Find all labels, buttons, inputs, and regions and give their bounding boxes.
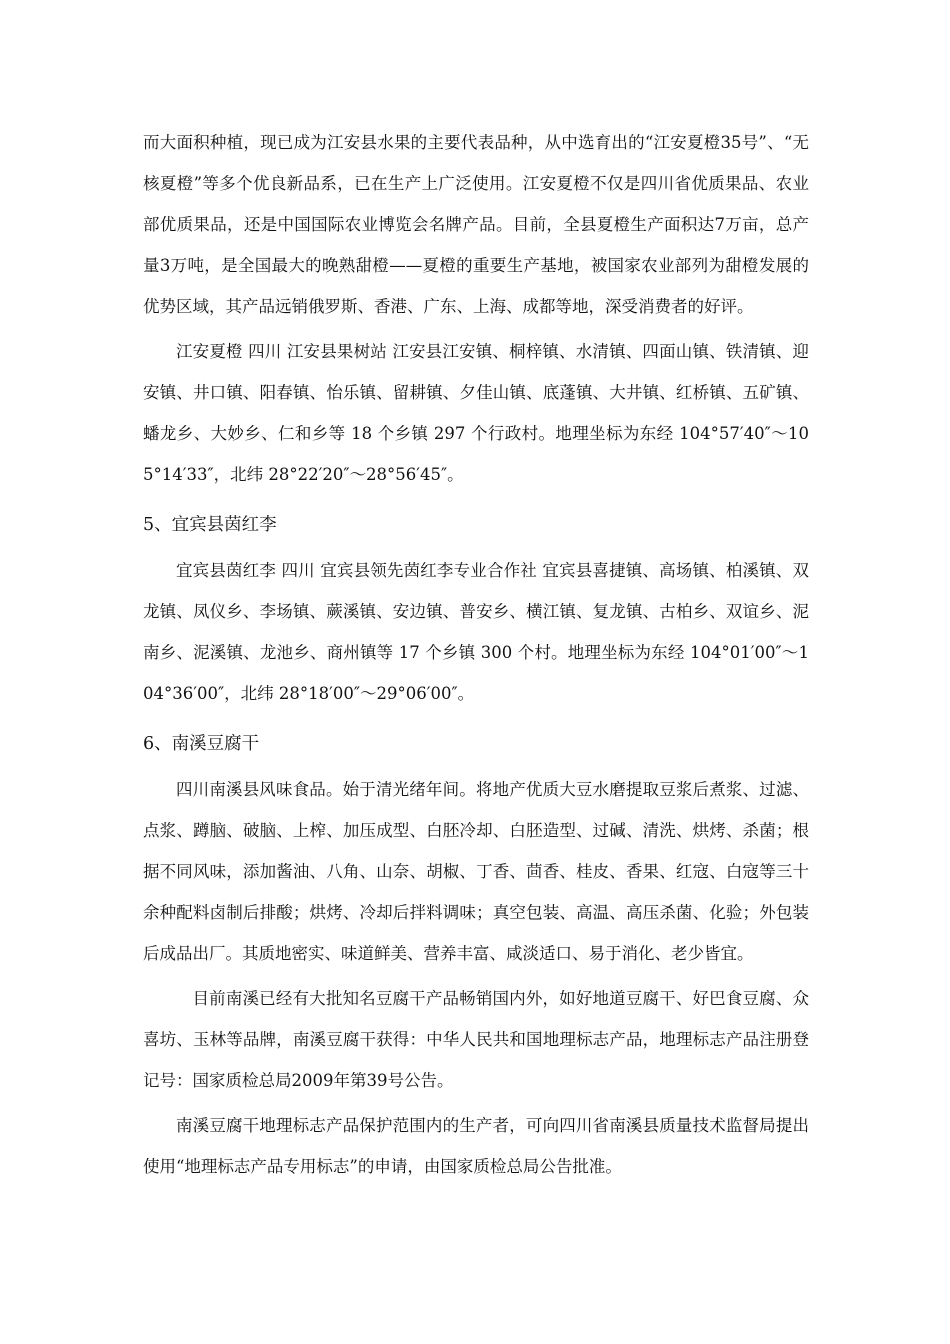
section-heading-5: 5、宜宾县茵红李	[143, 515, 277, 535]
paragraph-jiangan-orange-origin: 江安夏橙 四川 江安县果树站 江安县江安镇、桐梓镇、水清镇、四面山镇、铁清镇、迎安镇、井口镇、阳春镇、怡乐镇、留耕镇、夕佳山镇、底蓬镇、大井镇、红桥镇、五矿镇、蟠龙乡、大妙乡、仁和乡等 18 个乡镇 297 个行政村。地理坐标为东经 104°57′40″～105°14′33″，北纬 28°22′20″～28°56′45″。	[143, 342, 809, 484]
paragraph-jiangan-orange-intro: 而大面积种植，现已成为江安县水果的主要代表品种，从中选育出的“江安夏橙35号”、“无核夏橙”等多个优良新品系，已在生产上广泛使用。江安夏橙不仅是四川省优质果品、农业部优质果品，还是中国国际农业博览会名牌产品。目前，全县夏橙生产面积达7万亩，总产量3万吨，是全国最大的晚熟甜橙——夏橙的重要生产基地，被国家农业部列为甜橙发展的优势区域，其产品远销俄罗斯、香港、广东、上海、成都等地，深受消费者的好评。	[143, 133, 809, 316]
document-body	[143, 122, 809, 1187]
paragraph-nanxi-tofu-process: 四川南溪县风味食品。始于清光绪年间。将地产优质大豆水磨提取豆浆后煮浆、过滤、点浆、蹲脑、破脑、上榨、加压成型、白胚冷却、白胚造型、过碱、清洗、烘烤、杀菌；根据不同风味，添加酱油、八角、山奈、胡椒、丁香、茴香、桂皮、香果、红寇、白寇等三十余种配料卤制后排酸；烘烤、冷却后拌料调味；真空包装、高温、高压杀菌、化验；外包装后成品出厂。其质地密实、味道鲜美、营养丰富、咸淡适口、易于消化、老少皆宜。	[143, 780, 809, 963]
section-heading-6: 6、南溪豆腐干	[143, 734, 260, 754]
paragraph-nanxi-tofu-application: 南溪豆腐干地理标志产品保护范围内的生产者，可向四川省南溪县质量技术监督局提出使用“地理标志产品专用标志”的申请，由国家质检总局公告批准。	[143, 1116, 809, 1176]
paragraph-yinhong-plum-origin: 宜宾县茵红李 四川 宜宾县领先茵红李专业合作社 宜宾县喜捷镇、高场镇、柏溪镇、双龙镇、凤仪乡、李场镇、蕨溪镇、安边镇、普安乡、横江镇、复龙镇、古柏乡、双谊乡、泥南乡、泥溪镇、龙池乡、商州镇等 17 个乡镇 300 个村。地理坐标为东经 104°01′00″～104°36′00″，北纬 28°18′00″～29°06′00″。	[143, 561, 809, 703]
paragraph-nanxi-tofu-brands: 目前南溪已经有大批知名豆腐干产品畅销国内外，如好地道豆腐干、好巴食豆腐、众喜坊、玉林等品牌，南溪豆腐干获得：中华人民共和国地理标志产品，地理标志产品注册登记号：国家质检总局2009年第39号公告。	[143, 989, 809, 1090]
